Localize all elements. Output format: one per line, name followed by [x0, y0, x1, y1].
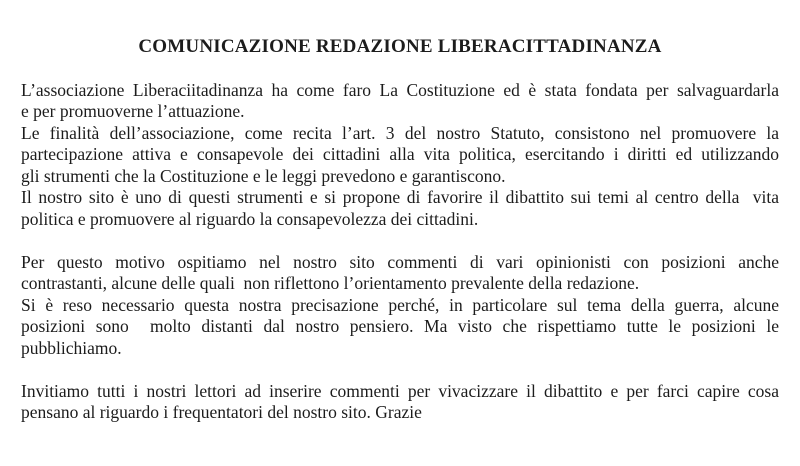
- text-line: pubblichiamo.: [21, 337, 122, 358]
- text-line: Il nostro sito è uno di questi strumenti e si propone di favorire il dibattito sui temi al centro della vita: [21, 187, 779, 207]
- text-line: contrastanti, alcune delle quali non riflettono l’orientamento prevalente della redazione.: [21, 273, 640, 293]
- text-line: partecipazione attiva e consapevole dei cittadini alla vita politica, esercitando i diritti ed utilizzando: [21, 144, 779, 164]
- paragraph: [21, 381, 779, 424]
- text-line: politica e promuovere al riguardo la consapevolezza dei cittadini.: [21, 208, 479, 229]
- paragraph: [21, 80, 779, 123]
- text-line: gli strumenti che la Costituzione e le leggi prevedono e garantiscono.: [21, 165, 506, 186]
- text-line: Le finalità dell’associazione, come recita l’art. 3 del nostro Statuto, consistono nel promuovere la: [21, 122, 779, 143]
- document-body: [21, 80, 779, 424]
- paragraph: [21, 295, 779, 360]
- paragraph: [21, 187, 779, 230]
- paragraph: [21, 123, 779, 188]
- text-line: posizioni sono molto distanti dal nostro pensiero. Ma visto che rispettiamo tutte le posizioni le: [21, 316, 779, 336]
- paragraph: [21, 252, 779, 295]
- text-line: Invitiamo tutti i nostri lettori ad inserire commenti per vivacizzare il dibattito e per farci capire cosa: [21, 380, 779, 401]
- document-title: COMUNICAZIONE REDAZIONE LIBERACITTADINANZA: [138, 36, 662, 57]
- text-line: Per questo motivo ospitiamo nel nostro sito commenti di vari opinionisti con posizioni anche: [21, 251, 779, 272]
- text-line: pensano al riguardo i frequentatori del nostro sito. Grazie: [21, 402, 422, 422]
- text-line: e per promuoverne l’attuazione.: [21, 101, 245, 121]
- text-line: Si è reso necessario questa nostra precisazione perché, in particolare sul tema della guerra, alcune: [21, 294, 779, 315]
- text-line: L’associazione Liberaciitadinanza ha come faro La Costituzione ed è stata fondata per salvaguardarla: [21, 79, 779, 100]
